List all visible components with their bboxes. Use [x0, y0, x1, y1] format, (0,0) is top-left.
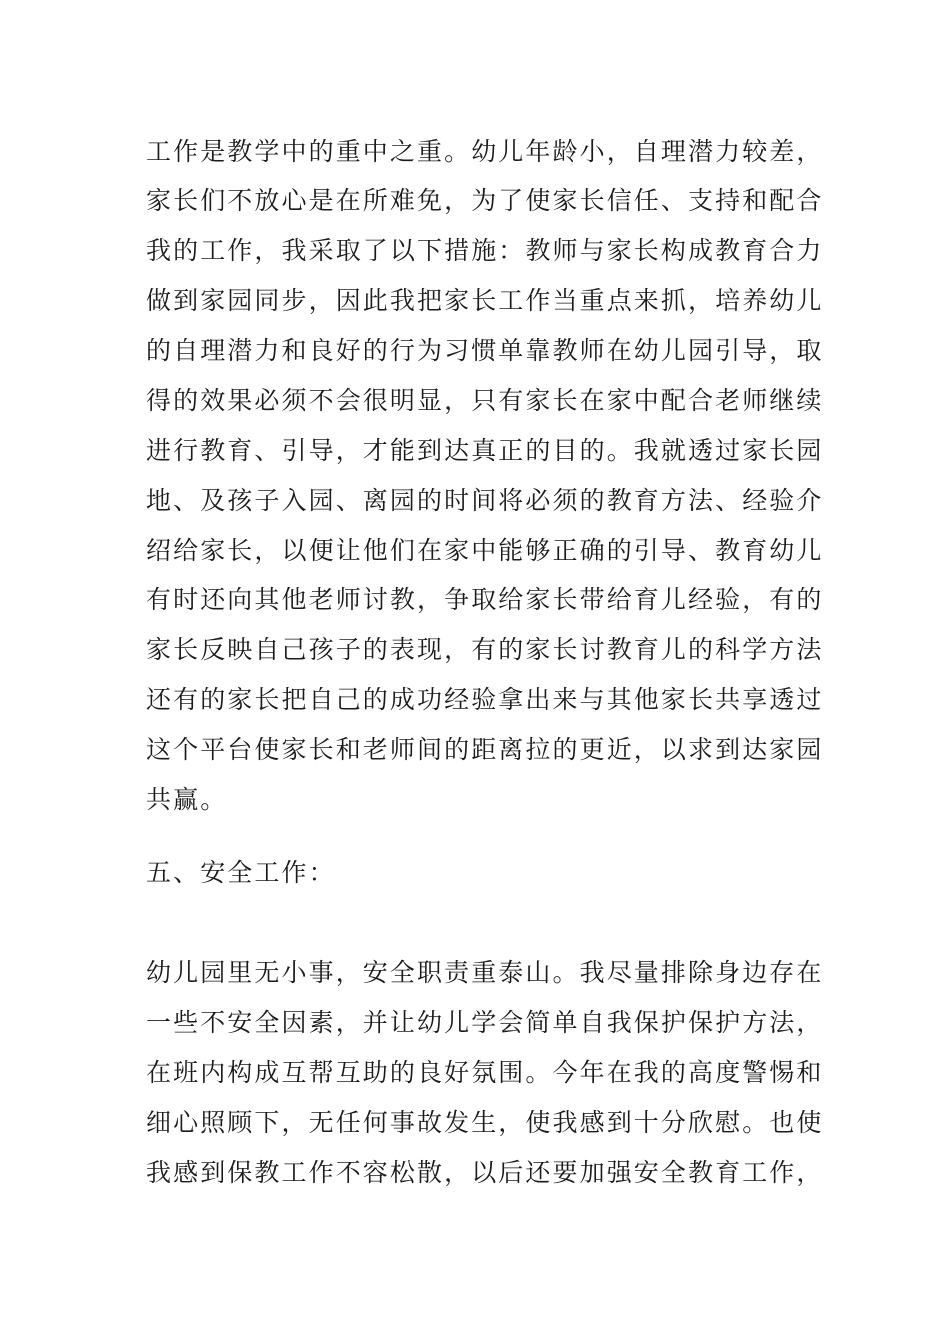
paragraph-1-line-6: 得的效果必须不会很明显，只有家长在家中配合老师继续 [146, 386, 824, 415]
paragraph-1-line-2: 家长们不放心是在所难免，为了使家长信任、支持和配合 [146, 186, 824, 215]
paragraph-1-line-13: 这个平台使家长和老师间的距离拉的更近，以求到达家园 [146, 735, 824, 764]
paragraph-1-line-8: 地、及孩子入园、离园的时间将必须的教育方法、经验介 [146, 486, 824, 515]
paragraph-1-line-11: 家长反映自己孩子的表现，有的家长讨教育儿的科学方法 [146, 635, 824, 664]
paragraph-1-line-12: 还有的家长把自己的成功经验拿出来与其他家长共享透过 [146, 685, 824, 714]
paragraph-1-line-5: 的自理潜力和良好的行为习惯单靠教师在幼儿园引导，取 [146, 336, 824, 365]
section-heading: 五、安全工作： [146, 858, 336, 887]
paragraph-2-line-5: 我感到保教工作不容松散，以后还要加强安全教育工作， [146, 1158, 824, 1187]
paragraph-1-line-7: 进行教育、引导，才能到达真正的目的。我就透过家长园 [146, 436, 824, 465]
paragraph-2-line-3: 在班内构成互帮互助的良好氛围。今年在我的高度警惕和 [146, 1058, 824, 1087]
paragraph-1-line-9: 绍给家长，以便让他们在家中能够正确的引导、教育幼儿 [146, 536, 824, 565]
paragraph-1-line-14: 共赢。 [146, 785, 228, 814]
paragraph-2-line-2: 一些不安全因素，并让幼儿学会简单自我保护保护方法， [146, 1008, 824, 1037]
paragraph-1-line-10: 有时还向其他老师讨教，争取给家长带给育儿经验，有的 [146, 585, 824, 614]
paragraph-1-line-4: 做到家园同步，因此我把家长工作当重点来抓，培养幼儿 [146, 286, 824, 315]
paragraph-2-line-1: 幼儿园里无小事，安全职责重泰山。我尽量排除身边存在 [146, 958, 824, 987]
paragraph-1-line-3: 我的工作，我采取了以下措施：教师与家长构成教育合力 [146, 236, 824, 265]
paragraph-2-line-4: 细心照顾下，无任何事故发生，使我感到十分欣慰。也使 [146, 1108, 824, 1137]
paragraph-1-line-1: 工作是教学中的重中之重。幼儿年龄小，自理潜力较差， [146, 137, 824, 166]
